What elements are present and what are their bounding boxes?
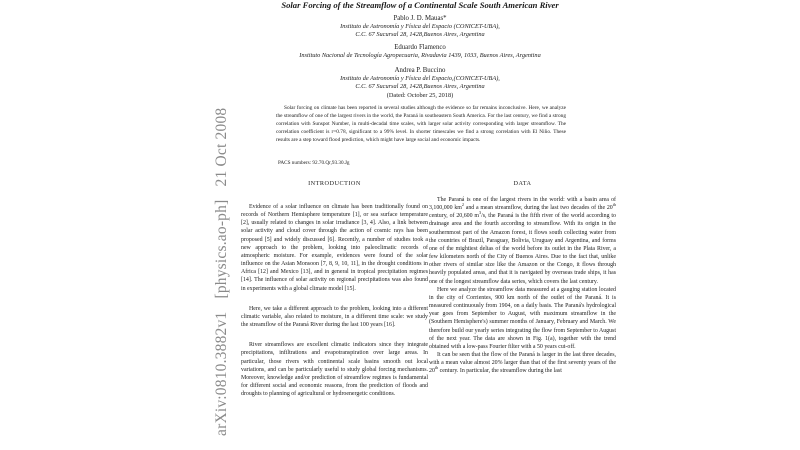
author-affiliation-line: C.C. 67 Sucursal 28, 1428,Buenos Aires, Argentina xyxy=(355,83,485,91)
author-affiliation-line: C.C. 67 Sucursal 28, 1428,Buenos Aires, Argentina xyxy=(355,31,485,39)
intro-paragraph: Here, we take a different approach to the problem, looking into a different climatic variable, also related to moisture, in a different time scale: we study the streamflow of the Paraná River during the last 100 years [16]. xyxy=(241,305,428,329)
author-affiliation-line: Instituto Nacional de Tecnología Agropecuaria, Rivadavia 1439, 1033, Buenos Aires, Argentina xyxy=(299,52,541,60)
arxiv-id: arXiv:0810.3882v1 xyxy=(213,311,230,436)
intro-paragraph: Evidence of a solar influence on climate has been traditionally found on records of Northern Hemisphere temperature [1], or sea surface temperature [2], usually related to changes in solar irradiance [3, 4]. Also, a link between solar activity and cloud cover through the action of cosmic rays has been proposed [5] and widely discussed [6]. Recently, a number of studies took a new approach to the problem, looking into paleoclimatic records of atmospheric moisture. For example, evidences were found of the solar influence on the Asian Monsoon [7, 8, 9, 10, 11], in the drought conditions in Africa [12] and Mexico [13], and in general in tropical precipitation regimes [14]. The influence of solar activity on regional precipitations was also found in experiments with a global climate model [15]. xyxy=(241,204,428,292)
arxiv-identifier-stamp xyxy=(213,99,231,436)
pacs-numbers: PACS numbers: 92.70.Qr,93.30.Jg xyxy=(278,160,350,166)
author-name: Eduardo Flamenco xyxy=(394,44,446,51)
data-paragraph: Here we analyze the streamflow data measured at a gauging station located in the city of Corrientes, 900 km north of the outlet of the Paraná. It is measured continuously from 1904, on a daily basis. The Paraná's hydrological year goes from September to August, with maximum streamflow in the (Southern Hemisphere's) summer months of January, February and March. We therefore build our yearly series integrating the flow from September to August of the next year. The data are shown in Fig. 1(a), together with the trend obtained with a low-pass Fourier filter with a 50 years cut-off. xyxy=(429,286,616,350)
paper-title: Solar Forcing of the Streamflow of a Continental Scale South American River xyxy=(281,0,559,10)
data-column xyxy=(429,196,616,375)
abstract: Solar forcing on climate has been reported in several studies although the evidence so far remains inconclusive. Here, we analyze the streamflow of one of the largest rivers in the world, the Paraná in southeastern South America. For the last century, we find a strong correlation with Sunspot Number, in multi-decadal time scales, with larger solar activity corresponding with larger streamflow. The correlation coefficient is r=0.78, significant to a 99% level. In shorter timescales we find a strong correlation with El Niño. These results are a step toward flood prediction, which might have large social and economic impacts. xyxy=(276,105,566,144)
author-block-1 xyxy=(230,15,610,40)
author-name: Andrea P. Buccino xyxy=(394,67,446,74)
introduction-heading: INTRODUCTION xyxy=(308,180,361,187)
data-paragraph: It can be seen that the flow of the Paraná is larger in the last three decades, with a mean value almost 20% larger than that of the first seventy years of the 20th century. In particular, the streamflow during the last xyxy=(429,351,616,375)
author-block-3 xyxy=(230,67,610,100)
data-paragraph: The Paraná is one of the largest rivers in the world: with a basin area of 3,100,000 $km^2$ and a mean streamflow, during the last two decades of the 20th century, of 20,600 $m^3/s$, the Paraná is the fifth river of the world according to drainage area and the fourth according to streamflow. With its origin in the southernmost part of the Amazon forest, it flows south collecting water from the countries of Brazil, Paraguay, Bolivia, Uruguay and Argentina, and forms one of the mightiest deltas of the world before its outlet in the Plata River, a few kilometers north of the City of Buenos Aires. Due to the fact that, unlike other rivers of similar size like the Amazon or the Congo, it flows through heavily populated areas, and that it is navigated by overseas trade ships, it has one of the longest streamflow data series, which covers the last century. xyxy=(429,197,617,285)
arxiv-date: 21 Oct 2008 xyxy=(213,107,230,187)
author-block-2 xyxy=(230,44,610,60)
introduction-column xyxy=(241,203,428,398)
dated-line: (Dated: October 25, 2018) xyxy=(386,91,454,99)
data-heading: DATA xyxy=(513,180,532,187)
intro-paragraph: River streamflows are excellent climatic indicators since they integrate precipitations, infiltrations and evapotranspiration over large areas. In particular, those rivers with continental scale basins smooth out local variations, and can be particularly useful to study global forcing mechanisms. Moreover, knowledge and/or prediction of streamflow regimes is fundamental for different social and economic reasons, from the prediction of floods and droughts to planning of agricultural or hydroenergetic conditions. xyxy=(241,342,428,398)
arxiv-category: [physics.ao-ph] xyxy=(213,199,230,299)
author-name: Pablo J. D. Mauas* xyxy=(393,15,447,22)
author-affiliation-line: Instituto de Astronomía y Física del Espacio (CONICET-UBA), xyxy=(340,23,500,31)
author-affiliation-line: Instituto de Astronomía y Física del Espacio,(CONICET-UBA), xyxy=(340,75,500,83)
